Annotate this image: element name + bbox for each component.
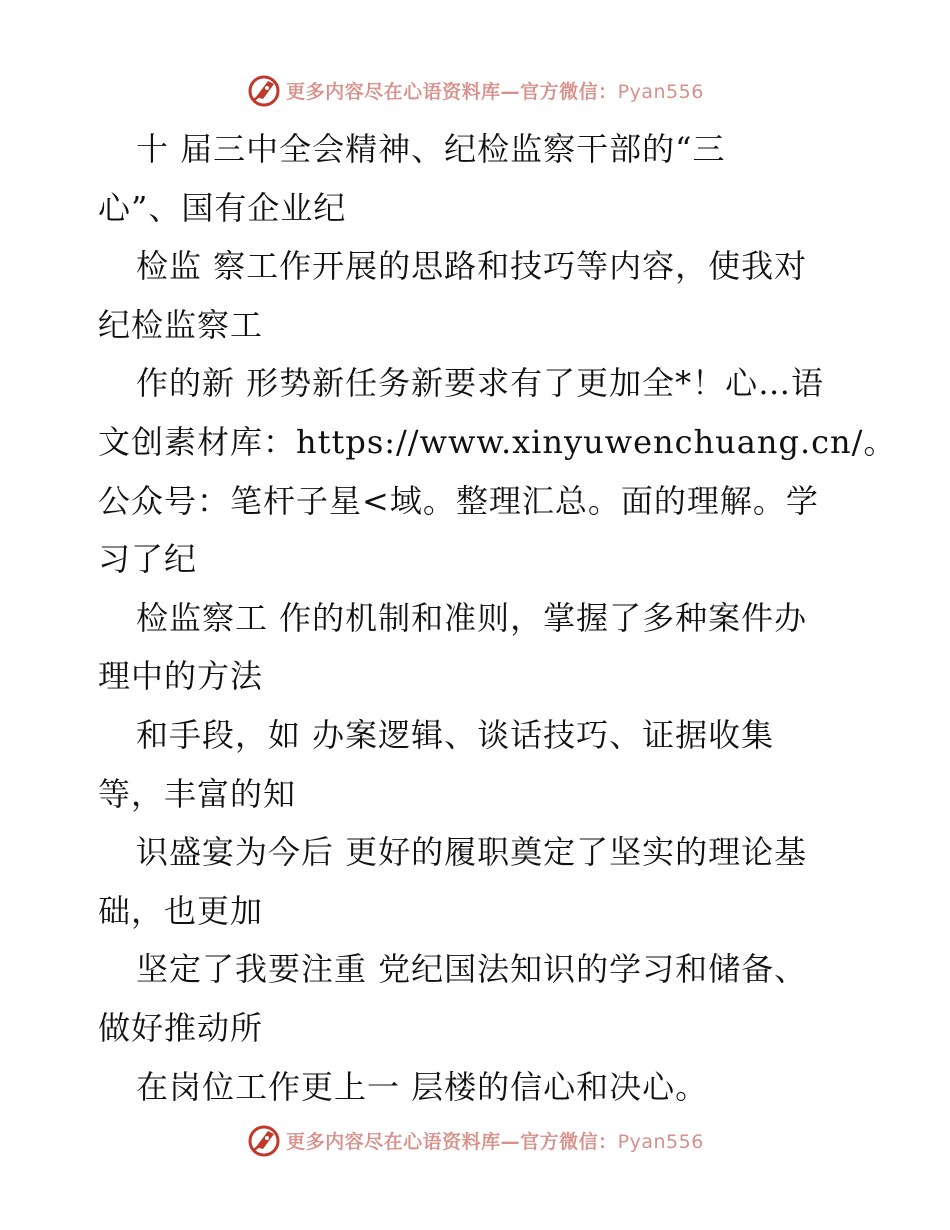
body-line: 坚定了我要注重 党纪国法知识的学习和储备、 — [136, 950, 808, 989]
body-line: 作的新 形势新任务新要求有了更加全*！心…语 — [136, 364, 825, 403]
body-line: 识盛宴为今后 更好的履职奠定了坚实的理论基 — [136, 833, 808, 872]
header-banner-handle: Pyan556 — [617, 80, 704, 103]
header-banner-label: 更多内容尽在心语资料库—官方微信： — [286, 80, 618, 103]
body-line: 做好推动所 — [98, 1008, 264, 1047]
footer-banner-handle: Pyan556 — [617, 1130, 704, 1153]
body-line: 文创素材库：https://www.xinyuwenchuang.cn/。 — [98, 422, 897, 461]
body-line: 检监察工 作的机制和准则，掌握了多种案件办 — [136, 598, 808, 637]
body-line: 理中的方法 — [98, 657, 264, 696]
footer-banner — [0, 1120, 950, 1160]
pen-nib-logo-icon — [246, 72, 282, 108]
body-line: 等，丰富的知 — [98, 774, 297, 813]
document-body — [98, 120, 897, 1116]
body-line: 十 届三中全会精神、纪检监察干部的“三 — [136, 130, 726, 168]
body-line: 纪检监察工 — [98, 305, 264, 344]
footer-banner-text — [286, 1127, 704, 1154]
pen-nib-logo-icon — [246, 1122, 282, 1158]
header-banner-text — [286, 77, 704, 104]
header-banner-inner — [246, 72, 704, 108]
body-line: 公众号：笔杆子星<域。整理汇总。面的理解。学 — [98, 481, 819, 520]
header-banner — [0, 70, 950, 110]
body-line: 习了纪 — [98, 540, 198, 579]
body-line: 在岗位工作更上一 层楼的信心和决心。 — [136, 1067, 709, 1106]
footer-banner-label: 更多内容尽在心语资料库—官方微信： — [286, 1130, 618, 1153]
footer-banner-inner — [246, 1122, 704, 1158]
body-line: 础，也更加 — [98, 891, 264, 930]
body-line: 检监 察工作开展的思路和技巧等内容，使我对 — [136, 247, 808, 286]
body-line: 心”、国有企业纪 — [98, 188, 347, 227]
body-line: 和手段，如 办案逻辑、谈话技巧、证据收集 — [136, 715, 775, 754]
